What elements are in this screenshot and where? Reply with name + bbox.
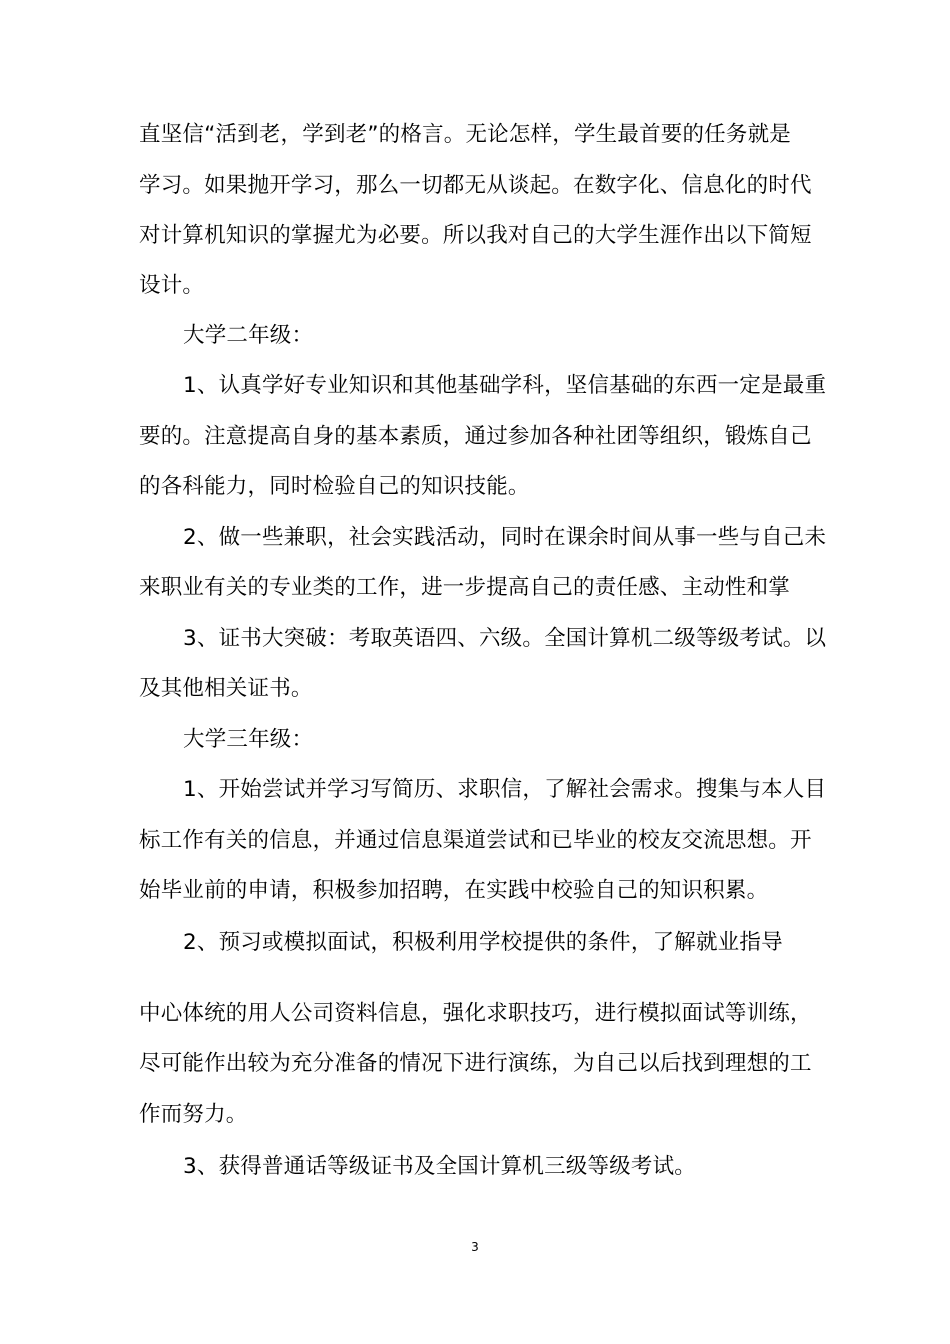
section-heading-year-two: 大学二年级： [183, 323, 314, 348]
body-text-line: 始毕业前的申请，积极参加招聘，在实践中校验自己的知识积累。 [139, 878, 769, 903]
body-text-line: 直坚信“活到老，学到老”的格言。无论怎样，学生最首要的任务就是 [139, 122, 791, 147]
body-text-line: 学习。如果抛开学习，那么一切都无从谈起。在数字化、信息化的时代 [139, 173, 812, 198]
body-text-line: 尽可能作出较为充分准备的情况下进行演练，为自己以后找到理想的工 [139, 1051, 812, 1076]
body-text-line: 对计算机知识的掌握尤为必要。所以我对自己的大学生涯作出以下简短 [139, 223, 812, 248]
body-text-line: 及其他相关证书。 [139, 676, 313, 701]
body-text-line: 的各科能力，同时检验自己的知识技能。 [139, 474, 530, 499]
page-number: 3 [471, 1240, 479, 1254]
body-text-line: 设计。 [139, 273, 205, 298]
body-text-line: 3、证书大突破：考取英语四、六级。全国计算机二级等级考试。以 [183, 626, 827, 651]
body-text-line: 3、获得普通话等级证书及全国计算机三级等级考试。 [183, 1154, 696, 1179]
body-text-line: 要的。注意提高自身的基本素质，通过参加各种社团等组织，锻炼自己 [139, 424, 812, 449]
body-text-line: 中心体统的用人公司资料信息，强化求职技巧，进行模拟面试等训练， [139, 1001, 812, 1026]
body-text-line: 2、做一些兼职，社会实践活动，同时在课余时间从事一些与自己未 [183, 525, 827, 550]
body-text-line: 1、认真学好专业知识和其他基础学科，坚信基础的东西一定是最重 [183, 373, 827, 398]
section-heading-year-three: 大学三年级： [183, 727, 314, 752]
body-text-line: 标工作有关的信息，并通过信息渠道尝试和已毕业的校友交流思想。开 [139, 828, 812, 853]
body-text-line: 2、预习或模拟面试，积极利用学校提供的条件，了解就业指导 [183, 930, 783, 955]
body-text-line: 作而努力。 [139, 1102, 248, 1127]
body-text-line: 来职业有关的专业类的工作，进一步提高自己的责任感、主动性和掌 [139, 575, 791, 600]
body-text-line: 1、开始尝试并学习写简历、求职信，了解社会需求。搜集与本人目 [183, 777, 827, 802]
